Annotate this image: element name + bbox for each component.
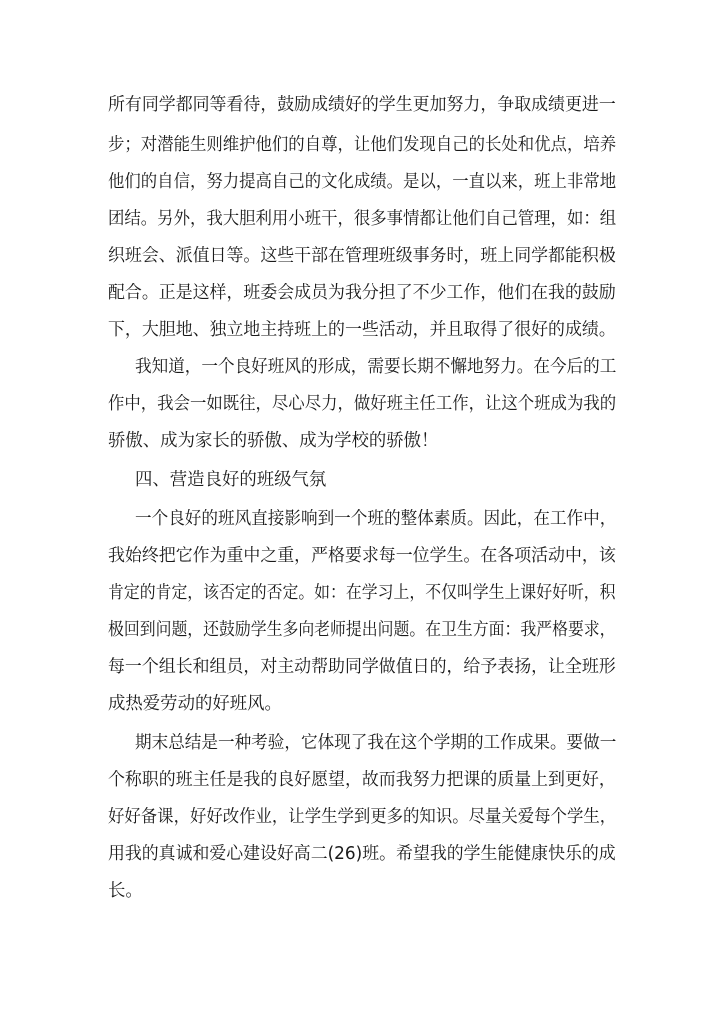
text-line: 步；对潜能生则维护他们的自尊，让他们发现自己的长处和优点，培养 [108, 135, 617, 155]
paragraph-first-line: 一个良好的班风直接影响到一个班的整体素质。因此，在工作中， [135, 509, 617, 529]
text-line: 所有同学都同等看待，鼓励成绩好的学生更加努力，争取成绩更进一 [108, 95, 616, 115]
text-line: 配合。正是这样，班委会成员为我分担了不少工作，他们在我的鼓励 [108, 283, 616, 303]
text-line: 下，大胆地、独立地主持班上的一些活动，并且取得了很好的成绩。 [108, 320, 616, 340]
section-heading: 四、营造良好的班级气氛 [135, 470, 327, 490]
text-line: 长。 [108, 881, 143, 901]
text-line: 织班会、派值日等。这些干部在管理班级事务时，班上同学都能积极 [108, 246, 616, 266]
paragraph-first-line: 期末总结是一种考验，它体现了我在这个学期的工作成果。要做一 [135, 733, 617, 753]
text-line: 作中，我会一如既往，尽心尽力，做好班主任工作，让这个班成为我的 [108, 394, 617, 414]
text-line: 用我的真诚和爱心建设好高二(26)班。希望我的学生能健康快乐的成 [108, 844, 616, 864]
text-line: 团结。另外，我大胆利用小班干，很多事情都让他们自己管理，如：组 [108, 209, 617, 229]
text-line: 成热爱劳动的好班风。 [108, 694, 282, 714]
text-line: 他们的自信，努力提高自己的文化成绩。是以，一直以来，班上非常地 [108, 172, 617, 192]
text-line: 极回到问题，还鼓励学生多向老师提出问题。在卫生方面：我严格要求， [108, 620, 616, 640]
text-line: 个称职的班主任是我的良好愿望，故而我努力把课的质量上到更好， [108, 770, 616, 790]
text-line: 好好备课，好好改作业，让学生学到更多的知识。尽量关爱每个学生， [108, 807, 617, 827]
text-line: 每一个组长和组员，对主动帮助同学做值日的，给予表扬，让全班形 [108, 657, 616, 677]
paragraph-first-line: 我知道，一个良好班风的形成，需要长期不懈地努力。在今后的工 [135, 357, 617, 377]
text-line: 骄傲、成为家长的骄傲、成为学校的骄傲！ [108, 431, 439, 451]
text-line: 肯定的肯定，该否定的否定。如：在学习上，不仅叫学生上课好好听，积 [108, 583, 616, 603]
text-line: 我始终把它作为重中之重，严格要求每一位学生。在各项活动中，该 [108, 546, 616, 566]
